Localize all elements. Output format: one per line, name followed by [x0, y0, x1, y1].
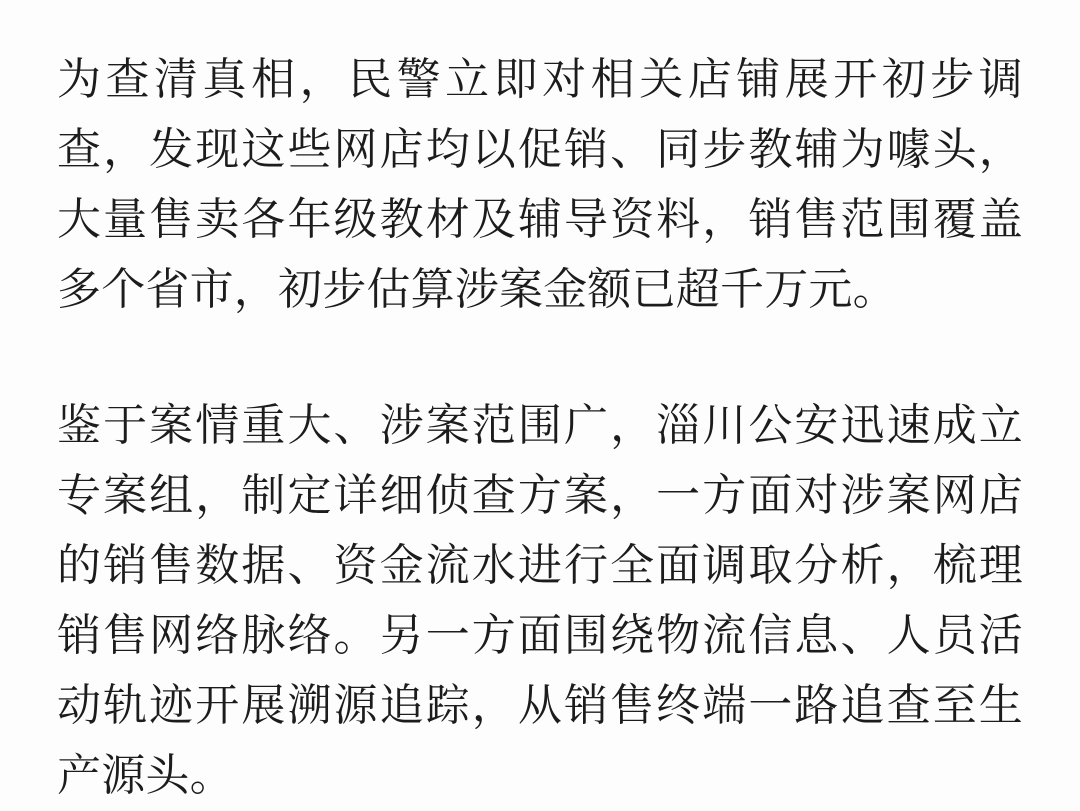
paragraph-investigation-findings: 为查清真相，民警立即对相关店铺展开初步调查，发现这些网店均以促销、同步教辅为噱头，大量售卖各年级教材及辅导资料，销售范围覆盖多个省市，初步估算涉案金额已超千万元。 — [57, 55, 1023, 314]
paragraph-task-force-actions: 鉴于案情重大、涉案范围广，淄川公安迅速成立专案组，制定详细侦查方案，一方面对涉案网店的销售数据、资金流水进行全面调取分析，梳理销售网络脉络。另一方面围绕物流信息、人员活动轨迹开展溯源追踪，从销售终端一路追查至生产源头。 — [57, 401, 1023, 800]
